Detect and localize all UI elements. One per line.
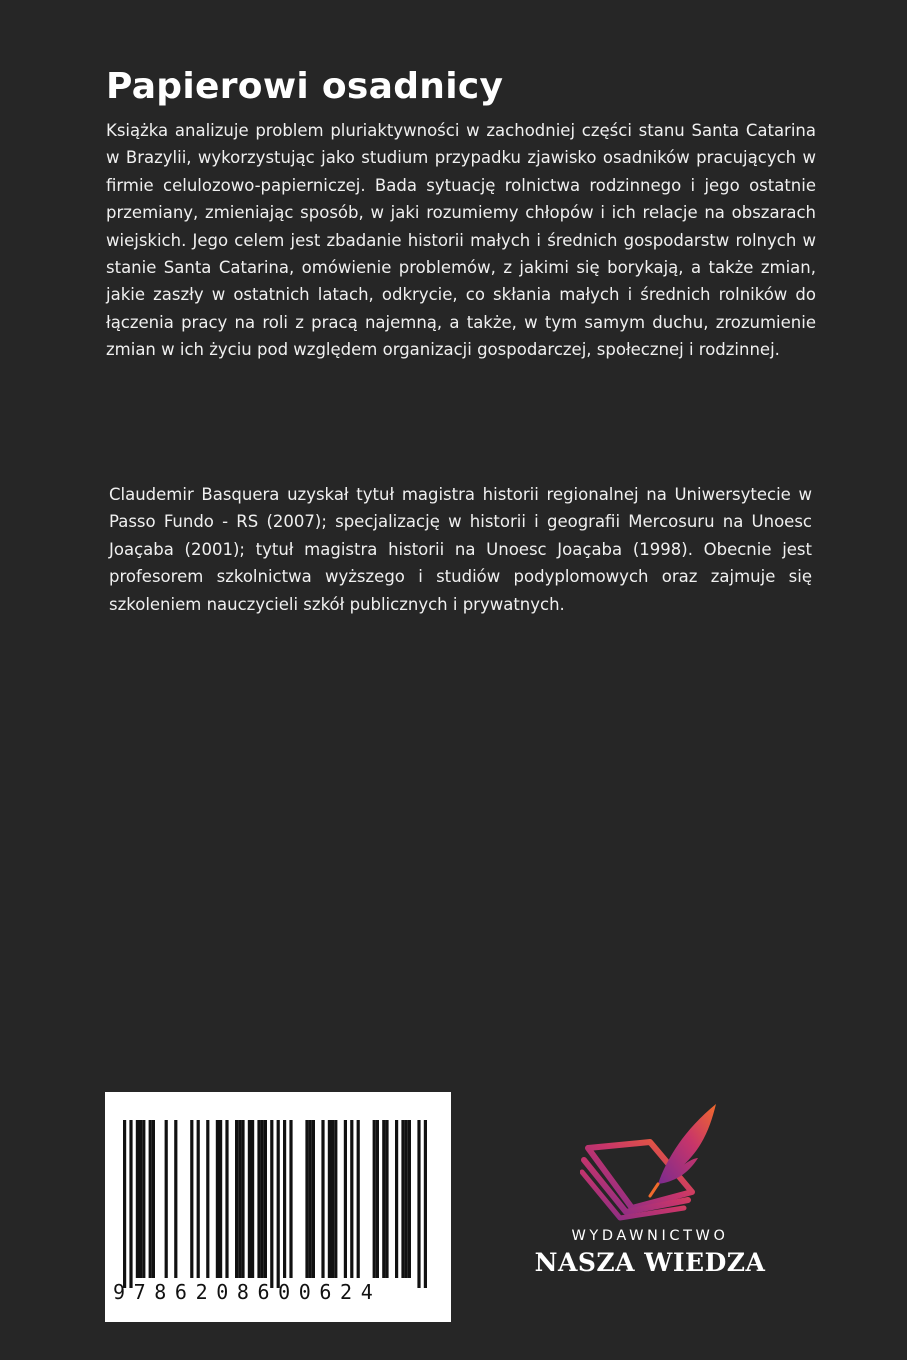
barcode-bar [136,1120,139,1278]
barcode-bar [344,1120,347,1278]
barcode-bar [408,1120,411,1278]
barcode-bar [235,1120,238,1278]
barcode-bar [417,1120,420,1288]
barcode-bar [357,1120,360,1278]
barcode-bar [241,1120,244,1278]
barcode-bar [312,1120,315,1278]
barcode-bar [373,1120,376,1278]
barcode-bar [321,1120,324,1278]
barcode-bar [129,1120,132,1288]
publisher-label: WYDAWNICTWO [571,1228,729,1244]
book-description: Książka analizuje problem pluriaktywności w zachodniej części stanu Santa Catarina w Brazylii, wykorzystując jako studium przypadku zjawisko osadników pracujących w firmie celulozowo-papierniczej. Bada sytuację rolnictwa rodzinnego i jego ostatnie przemiany, zmieniając sposób, w jaki rozumiemy chłopów i ich relacje na obszarach wiejskich. Jego celem jest zbadanie historii małych i średnich gospodarstw rolnych w stanie Santa Catarina, omówienie problemów, z jakimi się borykają, a także zmian, jakie zaszły w ostatnich latach, odkrycie, co skłania małych i średnich rolników do łączenia pracy na roli z pracą najemną, a także, w tym samym duchu, zrozumienie zmian w ich życiu pod względem organizacji gospodarczej, społecznej i rodzinnej. [106,121,816,360]
barcode-bar [216,1120,219,1278]
barcode-bar [405,1120,408,1278]
barcode-bar [305,1120,308,1278]
barcode-bar [277,1120,280,1288]
barcode-bar [238,1120,241,1278]
author-bio: Claudemir Basquera uzyskał tytuł magistra historii regionalnej na Uniwersytecie w Passo Fundo - RS (2007); specjalizację w historii i geografii Mercosuru na Unoesc Joaçaba (2001); tytuł magistra historii na Unoesc Joaçaba (1998). Obecnie jest profesorem szkolnictwa wyższego i studiów podyplomowych oraz zajmuje się szkoleniem nauczycieli szkół publicznych i prywatnych. [109,485,812,614]
publisher-logo [520,1100,780,1290]
barcode-bar [331,1120,334,1278]
barcode-bar [248,1120,251,1278]
book-quill-icon [580,1100,720,1225]
barcode-bar [197,1120,200,1278]
barcode-bar [142,1120,145,1278]
barcode-bar [283,1120,286,1278]
barcode-bar [261,1120,264,1278]
barcode-bar [289,1120,292,1278]
barcode-bar [334,1120,337,1278]
publisher-name: NASZA WIEDZA [534,1248,766,1277]
barcode-bar [139,1120,142,1278]
barcode-bar [165,1120,168,1278]
barcode-bar [424,1120,427,1288]
isbn-barcode [105,1092,451,1322]
barcode-bar [401,1120,404,1278]
barcode-bar [309,1120,312,1278]
barcode-bar [206,1120,209,1278]
barcode-bar [123,1120,126,1288]
isbn-number: 9786208600624 [113,1280,382,1304]
barcode-bar [225,1120,228,1278]
barcode-bar [350,1120,353,1278]
barcode-bar [376,1120,379,1278]
barcode-bar [328,1120,331,1278]
barcode-bar [385,1120,388,1278]
barcode-bar [174,1120,177,1278]
barcode-bar [395,1120,398,1278]
barcode-bar [149,1120,152,1278]
barcode-bar [270,1120,273,1288]
barcode-bar [264,1120,267,1278]
barcode-bar [382,1120,385,1278]
barcode-bar [152,1120,155,1278]
barcode-bar [219,1120,222,1278]
barcode-bar [190,1120,193,1278]
barcode-bar [257,1120,260,1278]
book-title: Papierowi osadnicy [106,66,504,107]
barcode-bar [251,1120,254,1278]
